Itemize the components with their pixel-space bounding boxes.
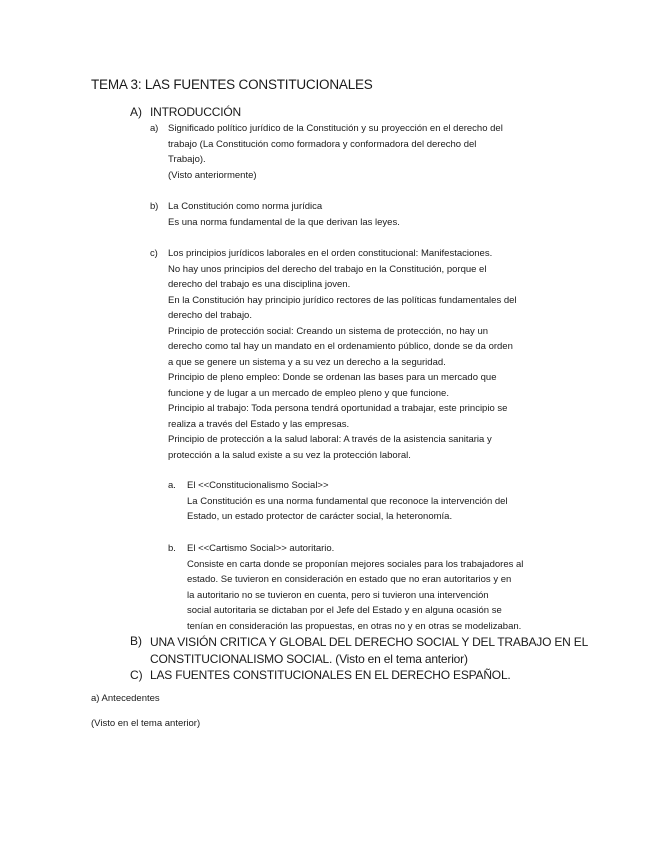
section-a-label: A) <box>130 105 142 119</box>
text-line: estado. Se tuvieron en consideración en estado que no eran autoritarios y en <box>187 574 512 585</box>
item-b-text <box>168 199 400 230</box>
text-line: El <<Constitucionalismo Social>> <box>187 480 329 491</box>
text-line: La Constitución como norma jurídica <box>168 201 323 212</box>
item-c-text <box>168 246 517 463</box>
text-line: derecho del trabajo es una disciplina joven. <box>168 279 351 290</box>
text-line: (Visto anteriormente) <box>168 169 257 181</box>
text-line: realiza a través del Estado y las empresas. <box>168 418 350 430</box>
item-c-label: c) <box>150 248 158 259</box>
text-line: funcione y de lugar a un mercado de empleo pleno y que funcione. <box>168 387 449 399</box>
text-line: Estado, un estado protector de carácter social, la heteronomía. <box>187 511 453 522</box>
text-line: a que se genere un sistema y a su vez un derecho a la seguridad. <box>168 356 446 368</box>
text-line: social autoritaria se dictaban por el Jefe del Estado y en alguna ocasión se <box>187 605 502 616</box>
text-line: la autoritario no se tuvieron en cuenta, pero si tuvieron una intervención <box>187 589 489 601</box>
section-c-heading: LAS FUENTES CONSTITUCIONALES EN EL DERECHO ESPAÑOL. <box>150 668 511 682</box>
item-a-label: a) <box>150 123 159 134</box>
text-line: tenían en consideración las propuestas, en otras no y en otras se modelizaban. <box>187 620 522 632</box>
page-title: TEMA 3: LAS FUENTES CONSTITUCIONALES <box>91 77 373 92</box>
subitem-a-label: a. <box>168 480 176 491</box>
text-line: Significado político jurídico de la Constitución y su proyección en el derecho del <box>168 123 503 134</box>
text-line: Principio de protección social: Creando un sistema de protección, no hay un <box>168 325 489 337</box>
text-line: Es una norma fundamental de la que derivan las leyes. <box>168 216 400 228</box>
text-line: derecho como tal hay un mandato en el ordenamiento público, donde se da orden <box>168 341 513 352</box>
subitem-b-text <box>187 541 523 634</box>
item-b-label: b) <box>150 201 159 212</box>
text-line: protección a la salud existe a su vez la protección laboral. <box>168 449 411 461</box>
item-a-text <box>168 121 503 183</box>
text-line: No hay unos principios del derecho del trabajo en la Constitución, porque el <box>168 263 487 275</box>
text-line: derecho del trabajo. <box>168 310 252 321</box>
antecedentes-label: a) Antecedentes <box>91 693 160 704</box>
section-a-heading: INTRODUCCIÓN <box>150 105 241 119</box>
text-line: Principio de protección a la salud laboral: A través de la asistencia sanitaria y <box>168 434 492 445</box>
text-line: UNA VISIÓN CRITICA Y GLOBAL DEL DERECHO SOCIAL Y DEL TRABAJO EN EL <box>150 635 589 649</box>
text-line: La Constitución es una norma fundamental que reconoce la intervención del <box>187 495 508 507</box>
section-b-label: B) <box>130 634 142 648</box>
text-line: Los principios jurídicos laborales en el orden constitucional: Manifestaciones. <box>168 248 493 259</box>
subitem-a-text <box>187 478 508 525</box>
text-line: Principio de pleno empleo: Donde se ordenan las bases para un mercado que <box>168 372 497 383</box>
text-line: Trabajo). <box>168 154 206 165</box>
text-line: En la Constitución hay principio jurídico rectores de las políticas fundamentales del <box>168 294 517 306</box>
text-line: Principio al trabajo: Toda persona tendrá oportunidad a trabajar, este principio se <box>168 403 508 414</box>
visto-note: (Visto en el tema anterior) <box>91 718 201 729</box>
text-line: El <<Cartismo Social>> autoritario. <box>187 543 335 554</box>
text-line: Consiste en carta donde se proponían mejores sociales para los trabajadores al <box>187 558 524 570</box>
subitem-b-label: b. <box>168 543 176 554</box>
text-line: trabajo (La Constitución como formadora y conformadora del derecho del <box>168 138 477 150</box>
text-line: CONSTITUCIONALISMO SOCIAL. (Visto en el tema anterior) <box>150 652 468 666</box>
section-b-heading <box>150 634 588 668</box>
section-c-label: C) <box>130 668 143 682</box>
